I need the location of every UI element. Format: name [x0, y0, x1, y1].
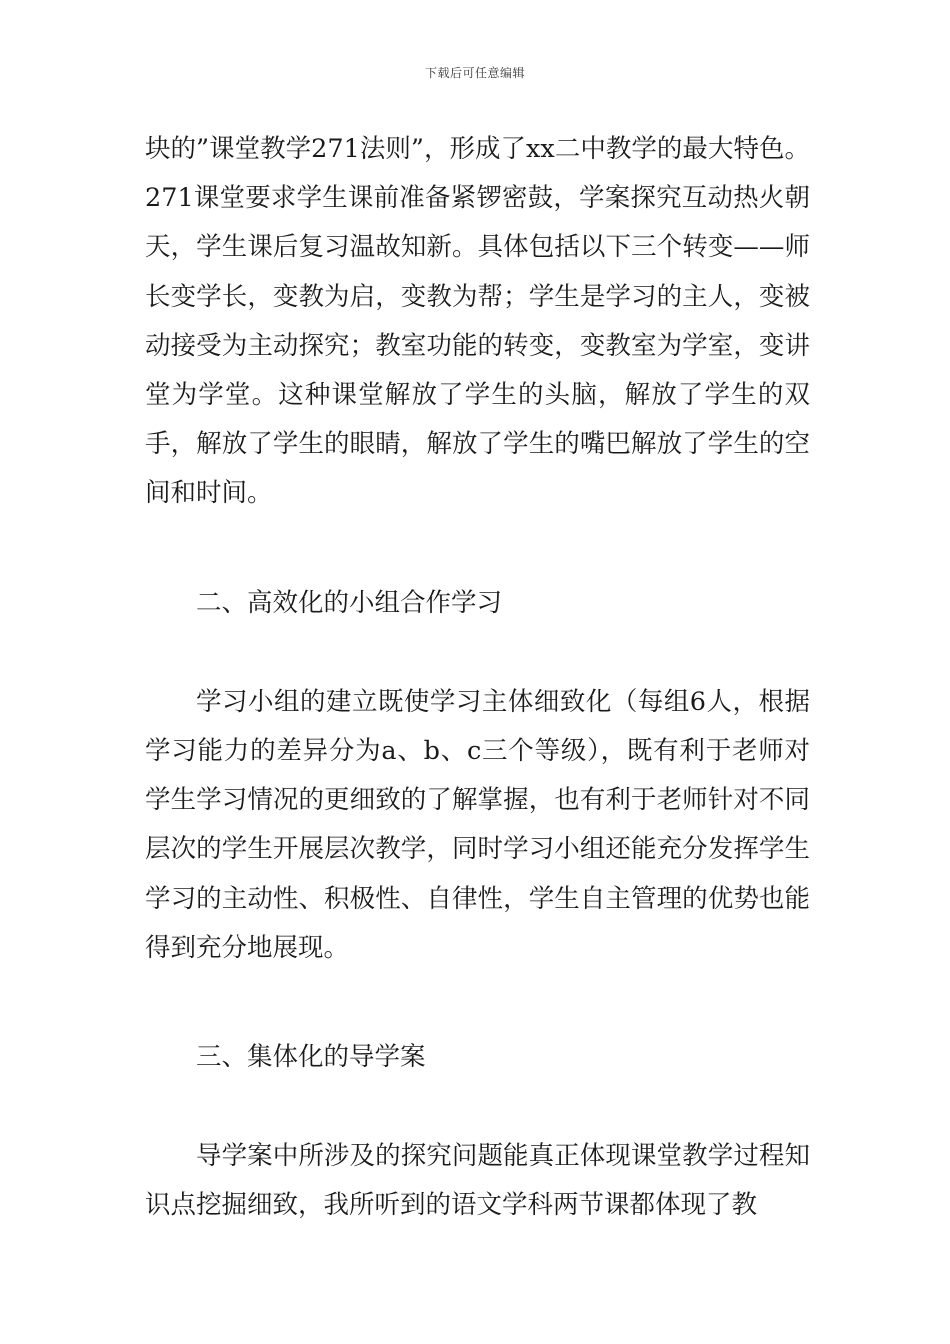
spacer	[145, 1082, 810, 1132]
paragraph-group-learning: 学习小组的建立既使学习主体细致化（每组6人，根据学习能力的差异分为a、b、c三个等级），既有利于老师对学生学习情况的更细致的了解掌握，也有利于老师针对不同层次的学生开展层次教学，同时学习小组还能充分发挥学生学习的主动性、积极性、自律性，学生自主管理的优势也能得到充分地展现。	[145, 686, 810, 963]
section-heading-guided-learning: 三、集体化的导学案	[196, 1042, 426, 1073]
spacer	[145, 519, 810, 579]
paragraph-guided-learning: 导学案中所涉及的探究问题能真正体现课堂教学过程知识点挖掘细致，我所听到的语文学科两节课都体现了教	[145, 1141, 810, 1221]
paragraph-271-rule: 块的”课堂教学271法则”，形成了xx二中教学的最大特色。 271课堂要求学生课前准备紧锣密鼓，学案探究互动热火朝天，学生课后复习温故知新。具体包括以下三个转变——师长变学长，变教为启，变教为帮；学生是学习的主人，变被动接受为主动探究；教室功能的转变，变教室为学室，变讲堂为学堂。这种课堂解放了学生的头脑，解放了学生的双手，解放了学生的眼睛，解放了学生的嘴巴解放了学生的空间和时间。	[145, 134, 810, 509]
spacer	[145, 628, 810, 678]
document-body	[145, 125, 810, 1231]
spacer	[145, 973, 810, 1033]
section-heading-group-learning: 二、高效化的小组合作学习	[196, 587, 503, 618]
page-header: 下载后可任意编辑	[424, 66, 525, 80]
